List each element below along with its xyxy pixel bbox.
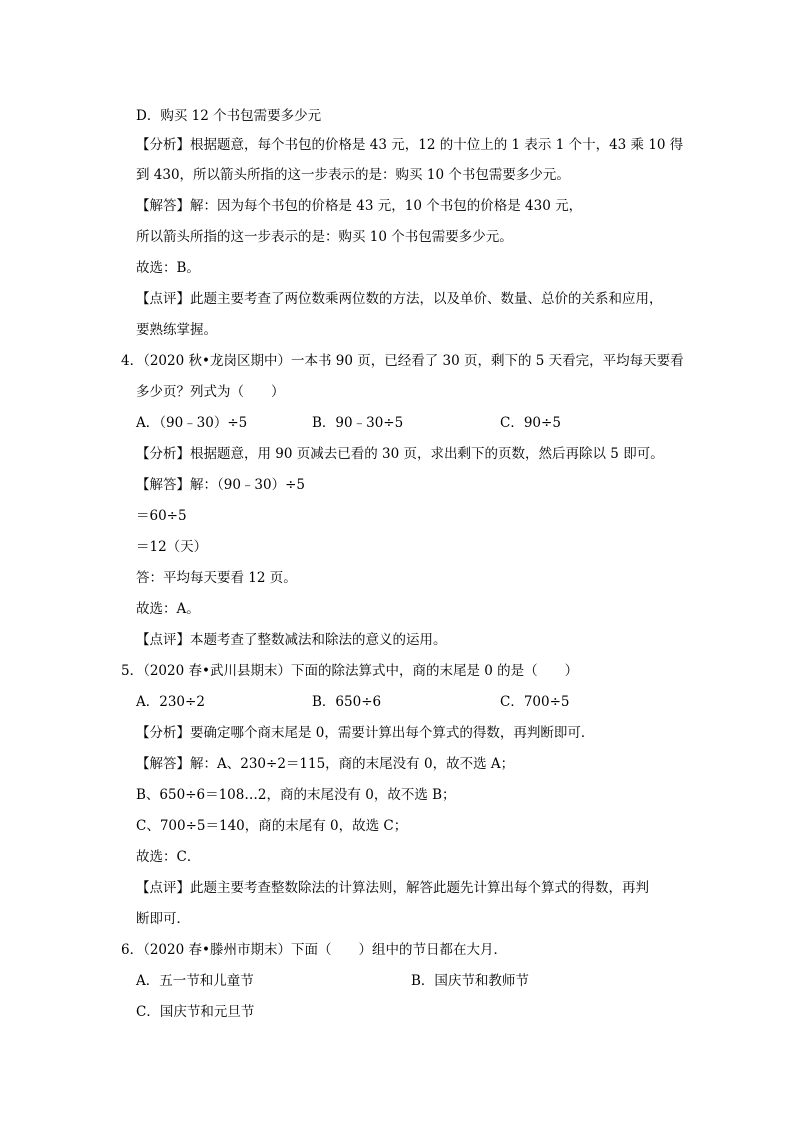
question-5: 5．（2020 春•武川县期末）下面的除法算式中，商的末尾是 0 的是（ ） (121, 663, 579, 679)
choice-line: 故选：B。 (136, 260, 200, 276)
q4-option-c: C．90÷5 (500, 415, 561, 431)
calc-step: ＝12（天） (136, 539, 208, 555)
analysis-line-cont: 到 430，所以箭头所指的这一步表示的是：购买 10 个书包需要多少元。 (136, 167, 570, 183)
calc-step: ＝60÷5 (136, 508, 187, 524)
q5-option-a: A．230÷2 (136, 694, 205, 710)
comment-line-cont: 断即可． (136, 911, 190, 927)
analysis-line: 【分析】根据题意，用 90 页减去已看的 30 页，求出剩下的页数，然后再除以 5 即可。 (136, 446, 664, 462)
comment-line-cont: 要熟练掌握。 (136, 322, 217, 338)
comment-line: 【点评】本题考查了整数减法和除法的意义的运用。 (136, 632, 447, 648)
answer-line-c: C、700÷5＝140，商的末尾有 0，故选 C； (136, 818, 408, 834)
analysis-line: 【分析】要确定哪个商末尾是 0，需要计算出每个算式的得数，再判断即可． (136, 725, 595, 741)
q5-option-c: C．700÷5 (500, 694, 570, 710)
answer-line-cont: 所以箭头所指的这一步表示的是：购买 10 个书包需要多少元。 (136, 229, 513, 245)
analysis-line: 【分析】根据题意，每个书包的价格是 43 元，12 的十位上的 1 表示 1 个十，43 乘 10 得 (136, 137, 684, 153)
question-6: 6．（2020 春•滕州市期末）下面（ ）组中的节日都在大月． (121, 942, 507, 958)
comment-line: 【点评】此题主要考查整数除法的计算法则，解答此题先计算出每个算式的得数，再判 (136, 880, 649, 896)
comment-line: 【点评】此题主要考查了两位数乘两位数的方法，以及单价、数量、总价的关系和应用， (136, 291, 663, 307)
q6-option-c: C．国庆节和元旦节 (136, 1004, 255, 1020)
option-d: D．购买 12 个书包需要多少元 (136, 108, 322, 124)
q4-option-b: B．90﹣30÷5 (312, 415, 404, 431)
answer-line-b: B、650÷6＝108…2，商的末尾没有 0，故不选 B； (136, 787, 456, 803)
answer-line: 【解答】解：因为每个书包的价格是 43 元，10 个书包的价格是 430 元， (136, 198, 583, 214)
q6-option-a: A．五一节和儿童节 (136, 973, 254, 989)
question-4: 4．（2020 秋•龙岗区期中）一本书 90 页，已经看了 30 页，剩下的 5 天看完，平均每天要看 (121, 353, 684, 369)
answer-statement: 答：平均每天要看 12 页。 (136, 570, 297, 586)
answer-line: 【解答】解：A、230÷2＝115，商的末尾没有 0，故不选 A； (136, 756, 515, 772)
choice-line: 故选：C． (136, 849, 201, 865)
answer-line: 【解答】解：（90﹣30）÷5 (136, 477, 306, 493)
choice-line: 故选：A。 (136, 601, 200, 617)
q4-option-a: A．（90﹣30）÷5 (136, 415, 248, 431)
q6-option-b: B．国庆节和教师节 (411, 973, 529, 989)
q5-option-b: B．650÷6 (312, 694, 382, 710)
question-4-cont: 多少页？列式为（ ） (136, 384, 285, 400)
